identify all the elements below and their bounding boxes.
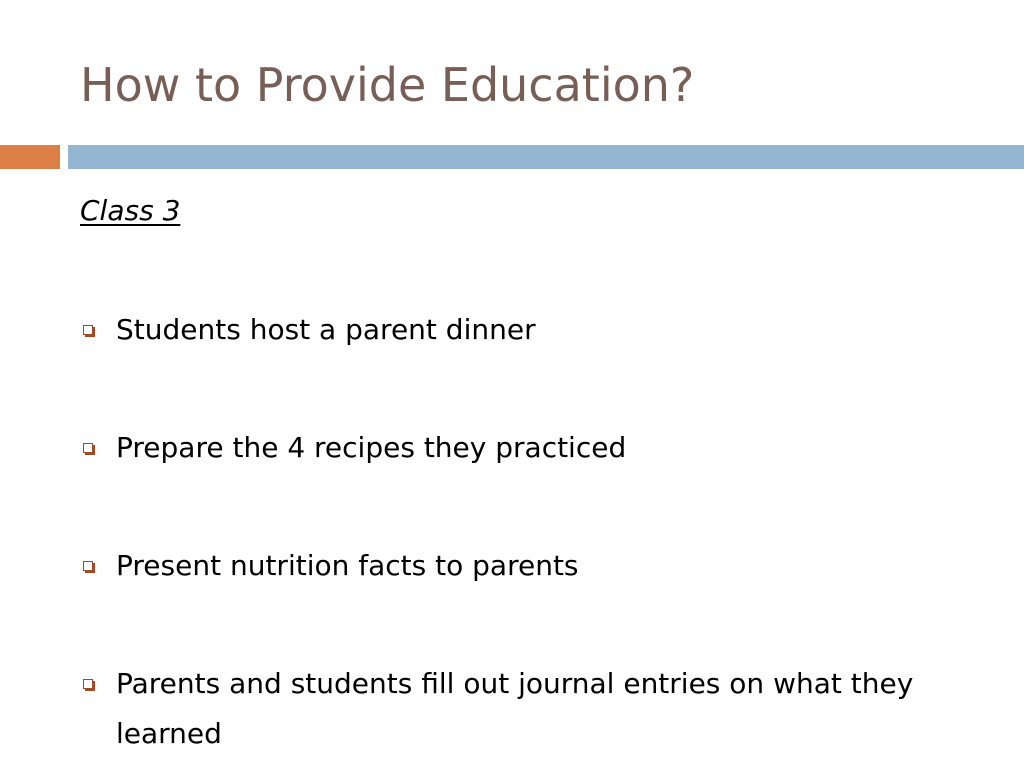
accent-bar-orange [0,145,60,169]
class-subheading: Class 3 [80,194,181,227]
bullet-item [80,423,980,473]
bullet-text: Present nutrition facts to parents [116,549,579,582]
square-bullet-icon [83,325,93,335]
accent-bar-blue [68,145,1024,169]
bullet-item [80,541,980,591]
bullet-list [80,305,980,768]
square-bullet-icon [83,561,93,571]
bullet-item [80,659,980,759]
square-bullet-icon [83,443,93,453]
bullet-text: Students host a parent dinner [116,313,536,346]
slide-title: How to Provide Education? [80,58,695,112]
bullet-text: Prepare the 4 recipes they practiced [116,431,627,464]
square-bullet-icon [83,679,93,689]
bullet-text: Parents and students fill out journal entries on what they learned [116,667,914,750]
bullet-item [80,305,980,355]
